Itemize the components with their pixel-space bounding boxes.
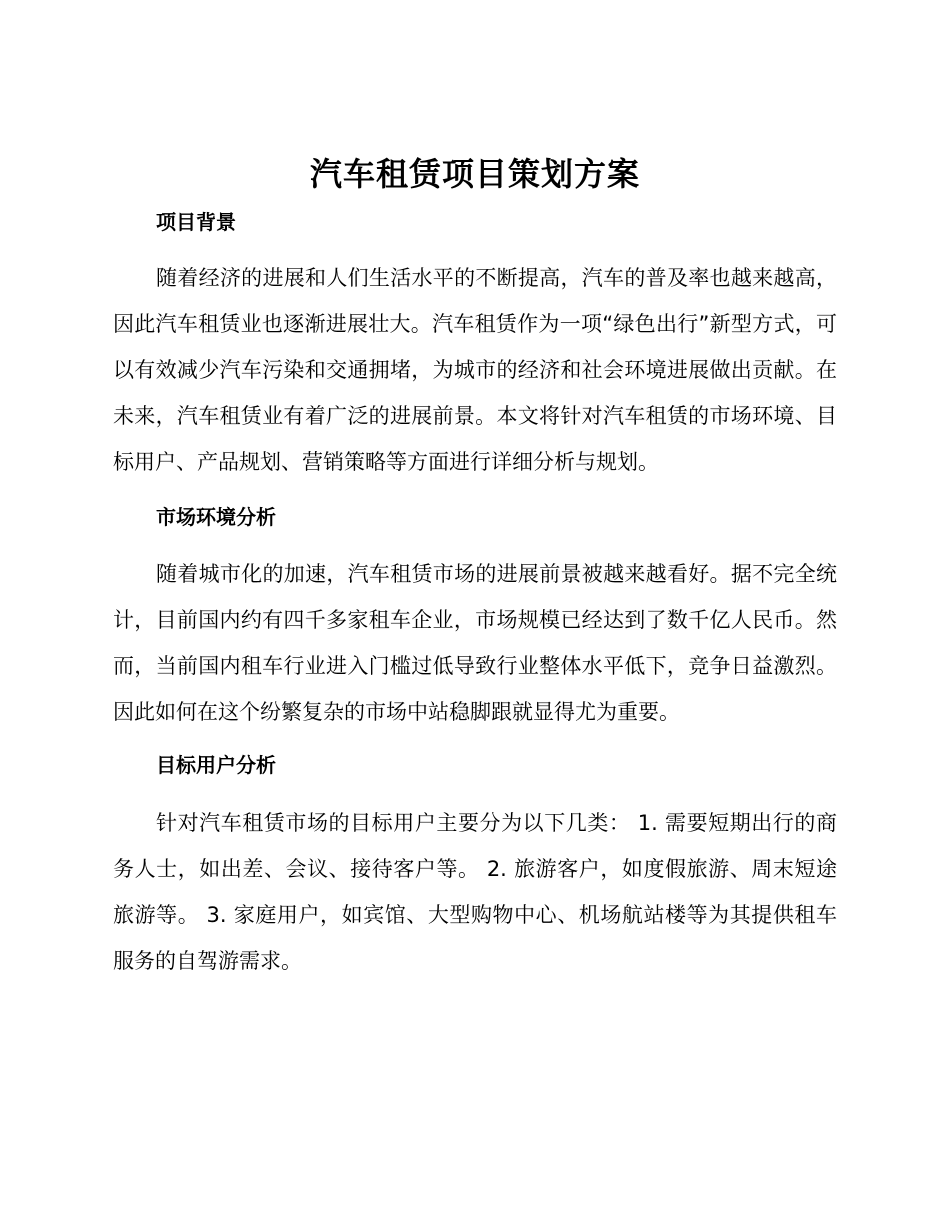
section-body-market: 随着城市化的加速，汽车租赁市场的进展前景被越来越看好。据不完全统计，目前国内约有四千多家租车企业，市场规模已经达到了数千亿人民币。然而，当前国内租车行业进入门槛过低导致行业整体水平低下，竞争日益激烈。因此如何在这个纷繁复杂的市场中站稳脚跟就显得尤为重要。 — [113, 562, 837, 724]
section-body-users: 针对汽车租赁市场的目标用户主要分为以下几类： 1. 需要短期出行的商务人士，如出差、会议、接待客户等。 2. 旅游客户，如度假旅游、周末短途旅游等。 3. 家庭用户，如宾馆、大型购物中心、机场航站楼等为其提供租车服务的自驾游需求。 — [113, 811, 837, 973]
document-title: 汽车租赁项目策划方案 — [309, 155, 640, 193]
section-heading-market: 市场环境分析 — [156, 505, 276, 529]
section-heading-users: 目标用户分析 — [156, 753, 276, 777]
section-body-background: 随着经济的进展和人们生活水平的不断提高，汽车的普及率也越来越高，因此汽车租赁业也逐渐进展壮大。汽车租赁作为一项“绿色出行”新型方式，可以有效减少汽车污染和交通拥堵，为城市的经济和社会环境进展做出贡献。在未来，汽车租赁业有着广泛的进展前景。本文将针对汽车租赁的市场环境、目标用户、产品规划、营销策略等方面进行详细分析与规划。 — [113, 266, 837, 474]
section-heading-background: 项目背景 — [156, 210, 236, 234]
